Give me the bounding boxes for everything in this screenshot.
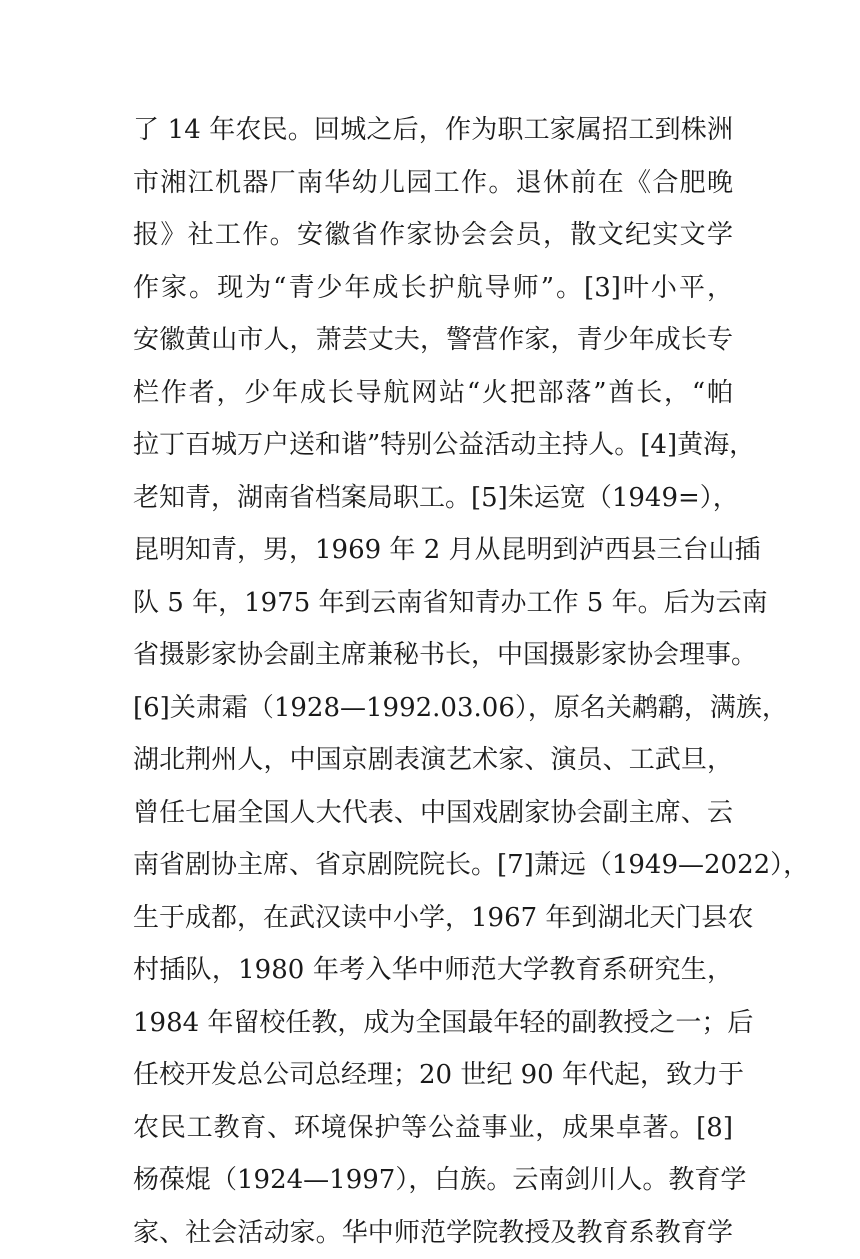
text-line-2: 市湘江机器厂南华幼儿园工作。退休前在《合肥晚: [133, 157, 733, 210]
text-line-13: 湖北荆州人，中国京剧表演艺术家、演员、工武旦，: [133, 734, 733, 787]
body-text: [133, 104, 733, 1259]
text-line-12: [6]关肃霜（1928—1992.03.06），原名关鹔鹴，满族，: [133, 682, 733, 735]
text-line-11: 省摄影家协会副主席兼秘书长，中国摄影家协会理事。: [133, 629, 733, 682]
text-line-10: 队 5 年，1975 年到云南省知青办工作 5 年。后为云南: [133, 577, 733, 630]
text-line-17: 村插队，1980 年考入华中师范大学教育系研究生，: [133, 944, 733, 997]
text-line-19: 任校开发总公司总经理；20 世纪 90 年代起，致力于: [133, 1049, 733, 1102]
text-line-8: 老知青，湖南省档案局职工。[5]朱运宽（1949=），: [133, 472, 733, 525]
text-line-1: 了 14 年农民。回城之后，作为职工家属招工到株洲: [133, 104, 733, 157]
text-line-14: 曾任七届全国人大代表、中国戏剧家协会副主席、云: [133, 787, 733, 840]
text-line-22: 家、社会活动家。华中师范学院教授及教育系教育学: [133, 1207, 733, 1259]
text-line-20: 农民工教育、环境保护等公益事业，成果卓著。[8]: [133, 1102, 733, 1155]
text-line-21: 杨葆焜（1924—1997），白族。云南剑川人。教育学: [133, 1154, 733, 1207]
text-line-16: 生于成都，在武汉读中小学，1967 年到湖北天门县农: [133, 892, 733, 945]
text-line-15: 南省剧协主席、省京剧院院长。[7]萧远（1949—2022），: [133, 839, 733, 892]
text-line-6: 栏作者，少年成长导航网站“火把部落”酋长，“帕: [133, 367, 733, 420]
text-line-9: 昆明知青，男，1969 年 2 月从昆明到泸西县三台山插: [133, 524, 733, 577]
text-line-7: 拉丁百城万户送和谐”特别公益活动主持人。[4]黄海，: [133, 419, 733, 472]
text-line-4: 作家。现为“青少年成长护航导师”。[3]叶小平，: [133, 262, 733, 315]
text-line-5: 安徽黄山市人，萧芸丈夫，警营作家，青少年成长专: [133, 314, 733, 367]
text-line-3: 报》社工作。安徽省作家协会会员，散文纪实文学: [133, 209, 733, 262]
text-line-18: 1984 年留校任教，成为全国最年轻的副教授之一；后: [133, 997, 733, 1050]
